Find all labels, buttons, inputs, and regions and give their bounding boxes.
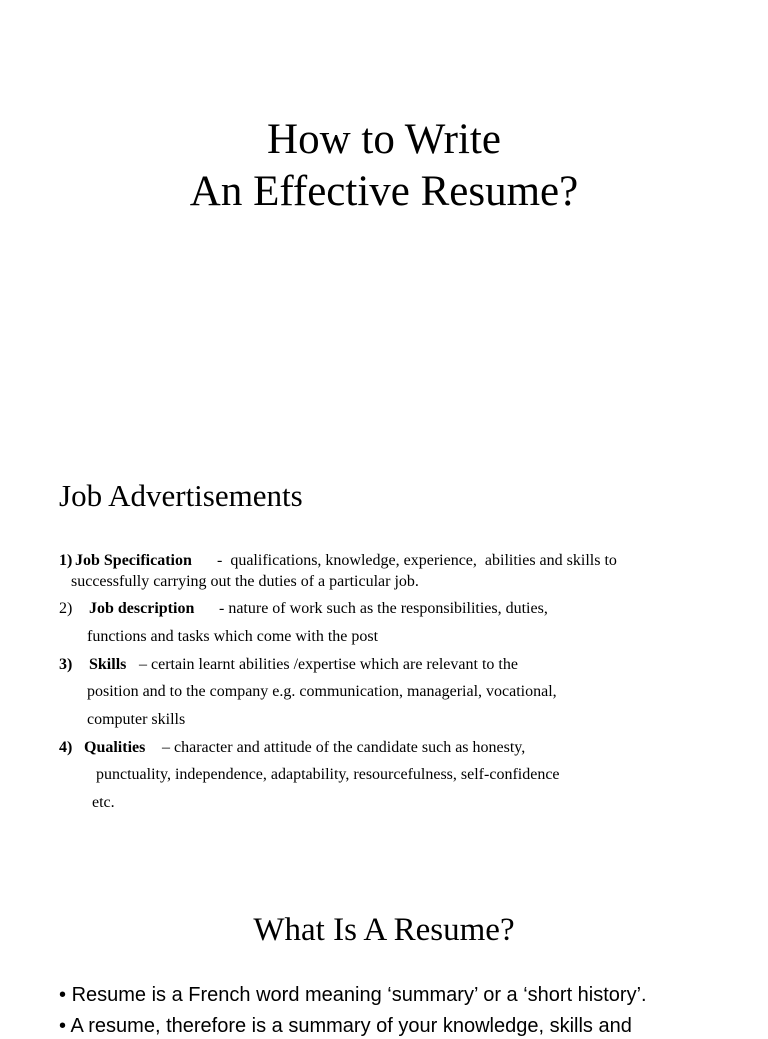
title-slide [0,114,768,229]
slide-heading: What Is A Resume? [253,912,515,948]
list-item-text: - nature of work such as the responsibilities, duties, [219,600,548,617]
list-item-text: successfully carrying out the duties of a particular job. [71,573,419,590]
slide-heading: Job Advertisements [59,478,303,513]
list-item-number: 1) [59,552,73,569]
bullet-text: Resume is a French word meaning ‘summary’ or a ‘short history’. [71,984,647,1006]
job-advertisements-slide [0,476,768,826]
list-item-number: 4) [59,739,73,756]
list-item-term: Skills [89,656,127,673]
list-item-text: etc. [92,794,115,811]
list-item-number: 2) [59,600,73,617]
list-item-number: 3) [59,656,73,673]
what-is-a-resume-slide [0,908,768,1037]
list-item-text: - qualifications, knowledge, experience, abilities and skills to [217,552,617,569]
list-item-term: Qualities [84,739,146,756]
title-line-2: An Effective Resume? [189,168,579,215]
list-item-text: – character and attitude of the candidate such as honesty, [162,739,526,756]
bullet-text: A resume, therefore is a summary of your knowledge, skills and [70,1015,632,1037]
list-item-text: – certain learnt abilities /expertise which are relevant to the [139,656,518,673]
list-item-text: punctuality, independence, adaptability, resourcefulness, self-confidence [96,766,560,783]
list-item-term: Job Specification [75,552,192,569]
bullet-item [59,982,647,1008]
title-line-1: How to Write [267,116,501,163]
list-item-text: computer skills [87,711,186,728]
bullet-icon: • [59,984,67,1006]
list-item-text: functions and tasks which come with the post [87,628,379,645]
bullet-icon: • [59,1015,67,1037]
list-item-term: Job description [89,600,195,617]
list-item-text: position and to the company e.g. communication, managerial, vocational, [87,683,557,700]
bullet-item [59,1013,632,1039]
